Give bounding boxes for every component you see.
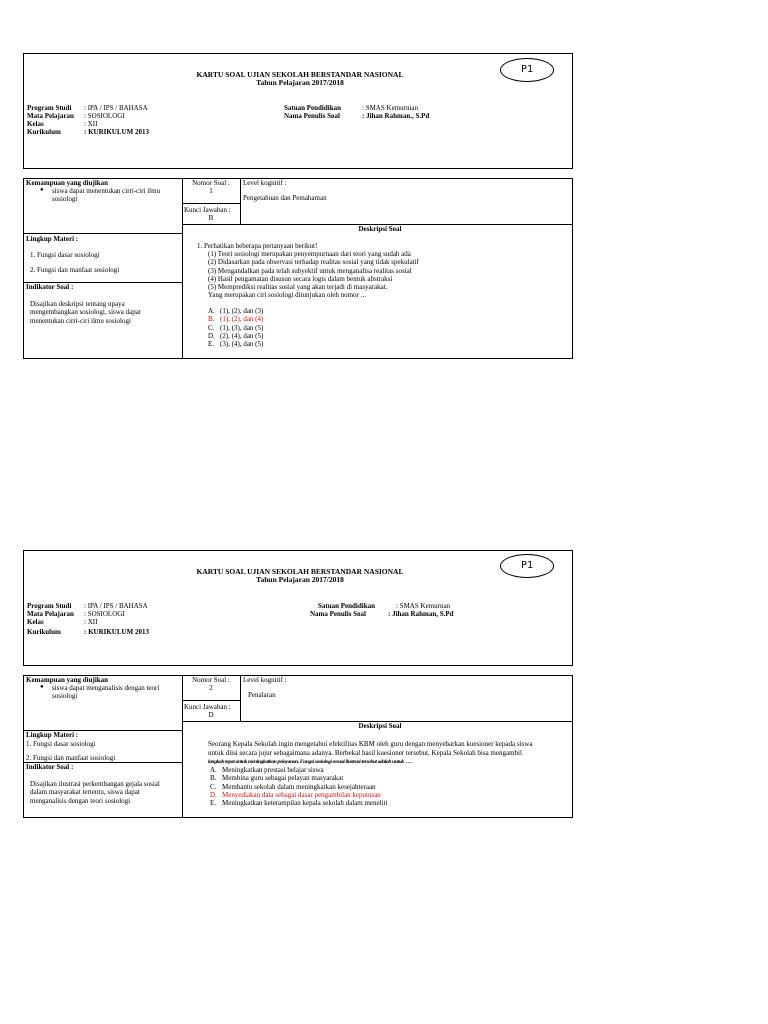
question-line-3 — [208, 757, 412, 766]
question-intro: 1. Perhatikan beberapa pertanyaan berikut! — [197, 242, 318, 250]
kurikulum-value: : KURIKULUM 2013 — [84, 128, 149, 136]
indikator-label: Indikator Soal : — [26, 763, 74, 771]
question-line-3-text: langkah tepat untuk meningkatkan pelayanan. Fungsi sosiologi sesuai ilustrasi tersebut adalah untuk — [208, 759, 404, 765]
kelas-value: : XII — [84, 120, 98, 128]
answer-option-d: D. (2), (4), dan (5) — [208, 331, 264, 340]
mapel-value: : SOSIOLOGI — [84, 610, 125, 618]
academic-year: Tahun Pelajaran 2017/2018 — [256, 575, 344, 584]
answer-option-b: B. Membina guru sebagai pelayan masyarakat — [210, 774, 344, 783]
statement-item: (1) Teori sosiologi merupakan penyempurnaan dari teori yang sudah ada — [208, 250, 411, 258]
card-title: KARTU SOAL UJIAN SEKOLAH BERSTANDAR NASIONAL — [196, 567, 404, 576]
kemampuan-label: Kemampuan yang diujikan — [26, 676, 109, 684]
kurikulum-label: Kurikulum — [27, 128, 61, 136]
lingkup-item-1: 1. Fungsi dasar sosiologi — [26, 740, 96, 748]
kunci-value: B — [208, 214, 214, 222]
question-line-2: untuk diisi secara jujur sebagaimana adanya. Berbekal hasil kuesioner tersebut, Kepala Sekolah bisa mengambil — [208, 749, 522, 757]
kelas-label: Kelas — [27, 618, 44, 626]
nomor-label: Nomor Soal : — [192, 179, 230, 187]
nomor-value: 2 — [209, 684, 213, 692]
kunci-label: Kunci Jawaban : — [184, 703, 231, 711]
question-line-3-tail: .... — [405, 757, 413, 765]
answer-option-a: A. (1), (2), dan (3) — [208, 307, 264, 315]
level-label: Level kognitif : — [243, 676, 287, 684]
answer-option-c: C. (1), (3), dan (5) — [208, 323, 264, 332]
answer-options — [210, 766, 387, 807]
statement-item: (4) Hasil pengamatan disusun secara logis dalam bentuk abstraksi — [208, 274, 393, 283]
program-label: Program Studi — [27, 602, 72, 610]
program-label: Program Studi — [27, 104, 72, 112]
program-value: : IPA / IPS / BAHASA — [84, 602, 148, 610]
satuan-label: Satuan Pendidikan — [318, 602, 375, 610]
card-title: KARTU SOAL UJIAN SEKOLAH BERSTANDAR NASIONAL — [196, 70, 404, 79]
level-value: Penalaran — [248, 691, 276, 699]
kunci-label: Kunci Jawaban : — [184, 206, 231, 214]
penulis-label: Nama Penulis Soal — [284, 112, 341, 120]
kurikulum-label: Kurikulum — [27, 628, 61, 636]
answer-options — [208, 307, 263, 348]
kelas-value: : XII — [84, 618, 98, 626]
lingkup-label: Lingkup Materi : — [26, 731, 79, 739]
level-value: Pengetahuan dan Pemahaman — [243, 194, 327, 202]
penulis-value: : Jihan Rahman, S.Pd — [388, 610, 454, 618]
academic-year: Tahun Pelajaran 2017/2018 — [256, 78, 344, 87]
satuan-value: : SMAS Kemurnian — [362, 104, 418, 112]
kemampuan-value: siswa dapat menganalisis dengan teori sosiologi — [52, 684, 160, 701]
lingkup-label: Lingkup Materi : — [26, 235, 79, 243]
kemampuan-label: Kemampuan yang diujikan — [26, 179, 109, 187]
mapel-value: : SOSIOLOGI — [84, 112, 125, 120]
statement-item: (5) Memprediksi realitas sosial yang akan terjadi di masyarakat. — [208, 283, 388, 291]
kunci-value: D — [208, 711, 214, 719]
lingkup-item-2: 2. Fungsi dan manfaat sosiologi — [26, 754, 116, 762]
satuan-value: : SMAS Kemurnan — [396, 602, 451, 610]
penulis-value: : Jihan Rahman., S.Pd — [362, 112, 430, 120]
answer-option-e: E. Meningkatkan keterampilan kepala sekolah dalam meneliti — [210, 799, 388, 807]
answer-option-d-correct: D. Menyediakan data sebagai dasar pengambilan keputusan — [210, 790, 381, 799]
question-stem: Yang merupakan ciri sosiologi ditunjukan oleh nomor ... — [208, 291, 366, 300]
nomor-label: Nomor Soal : — [192, 676, 230, 684]
level-label: Level kognitif : — [243, 179, 287, 187]
kurikulum-value: : KURIKULUM 2013 — [84, 628, 149, 636]
answer-option-e: E. (3), (4), dan (5) — [208, 340, 264, 348]
question-line-1: Seorang Kepala Sekolah ingin mengetahui efektifitas KBM oleh guru dengan menyebarkan kuesioner kepada siswa — [208, 740, 533, 748]
bullet-icon: ● — [40, 187, 44, 193]
mapel-label: Mata Pelajaran — [27, 610, 74, 618]
satuan-label: Satuan Pendidikan — [284, 104, 341, 112]
answer-option-a: A. Meningkatkan prestasi belajar siswa — [210, 766, 324, 774]
statement-list — [208, 250, 419, 300]
paper-code-badge: P1 — [500, 554, 554, 578]
kelas-label: Kelas — [27, 120, 44, 128]
indikator-value: Disajikan deskripsi tentang upaya mengembangkan sosiologi, siswa dapat menentukan cirri-ciri ilmu sosiologi — [30, 300, 141, 325]
deskripsi-label: Deskripsi Soal — [358, 722, 402, 730]
indikator-label: Indikator Soal : — [26, 283, 74, 291]
penulis-label: Nama Penulis Soal — [310, 610, 367, 618]
kemampuan-value: siswa dapat menentukan cirri-ciri ilmu sosiologi — [52, 187, 161, 204]
program-value: : IPA / IPS / BAHASA — [84, 104, 148, 112]
lingkup-item-1: 1. Fungsi dasar sosiologi — [30, 251, 100, 259]
nomor-value: 1 — [209, 187, 213, 195]
statement-item: (3) Mengandalkan pada telah subyektif untuk menganalisa realitas sosial — [208, 266, 412, 275]
statement-item: (2) Didasarkan pada observasi terhadap realitas sosial yang tidak spekulatif — [208, 258, 419, 267]
answer-option-c: C. Membantu sekolah dalam meningkatkan kesejahteraan — [210, 782, 376, 791]
lingkup-item-2: 2. Fungsi dan manfaat sosiologi — [30, 266, 120, 274]
indikator-value: Disajikan ilustrasi perkembangan gejala sosial dalam masyarakat tertentu, siswa dapat menganalisis dengan teori sosiologi — [30, 780, 160, 805]
mapel-label: Mata Pelajaran — [27, 112, 74, 120]
answer-option-b-correct: B. (1), (2), dan (4) — [208, 315, 264, 324]
deskripsi-label: Deskripsi Soal — [358, 225, 402, 233]
paper-code-badge: P1 — [500, 58, 554, 82]
bullet-icon: ● — [40, 684, 44, 690]
